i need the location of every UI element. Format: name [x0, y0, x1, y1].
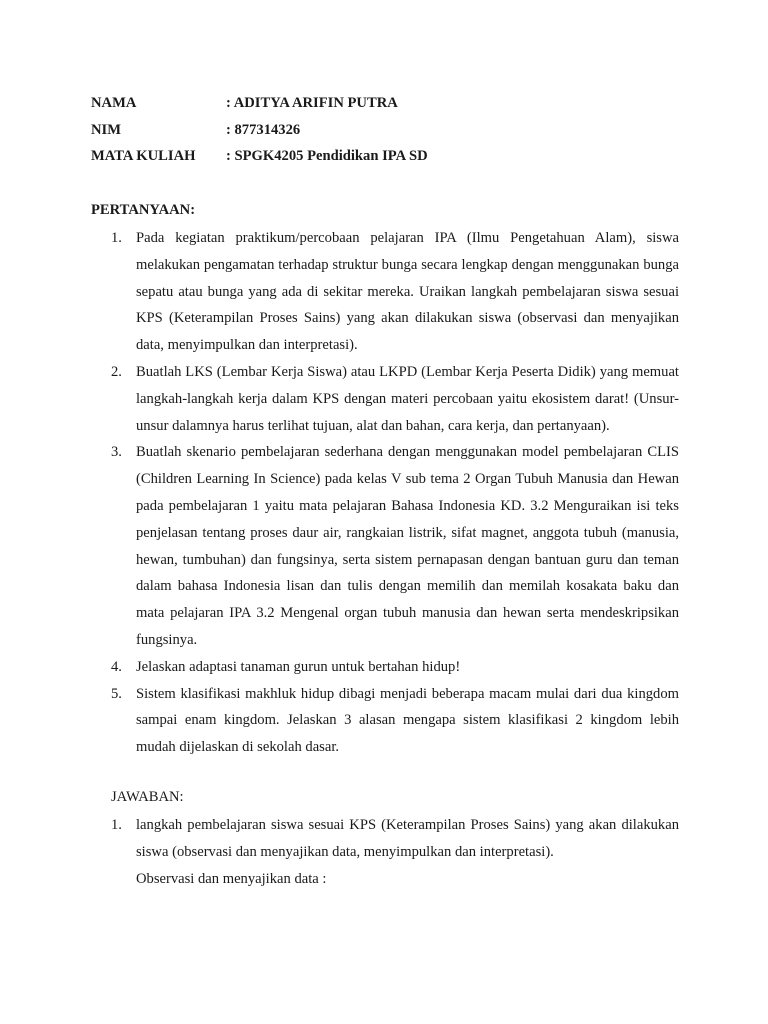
- questions-heading: PERTANYAAN:: [91, 202, 196, 218]
- name-label: NAMA: [91, 95, 137, 111]
- answer-item: [91, 812, 679, 866]
- answer-number: 1.: [111, 817, 122, 833]
- name-value: : ADITYA ARIFIN PUTRA: [226, 95, 398, 111]
- answers-list: [91, 812, 679, 892]
- question-item: [91, 654, 679, 681]
- answer-text: langkah pembelajaran siswa sesuai KPS (Keterampilan Proses Sains) yang akan dilakukan siswa (observasi dan menyajikan data, menyimpulkan dan interpretasi).: [136, 817, 679, 860]
- question-number: 5.: [111, 685, 122, 702]
- question-item: [91, 359, 679, 439]
- course-value: : SPGK4205 Pendidikan IPA SD: [226, 148, 428, 164]
- question-number: 2.: [111, 363, 122, 380]
- answer-subheading: Observasi dan menyajikan data :: [136, 870, 327, 887]
- name-row: [91, 92, 691, 119]
- question-text: Buatlah LKS (Lembar Kerja Siswa) atau LKPD (Lembar Kerja Peserta Didik) yang memuat langkah-langkah kerja dalam KPS dengan materi percobaan yaitu ekosistem darat! (Unsur-unsur dalamnya harus terlihat tujuan, alat dan bahan, cara kerja, dan pertanyaan).: [136, 363, 679, 434]
- question-number: 1.: [111, 230, 122, 246]
- question-text: Buatlah skenario pembelajaran sederhana dengan menggunakan model pembelajaran CLIS (Children Learning In Science) pada kelas V sub tema 2 Organ Tubuh Manusia dan Hewan pada pembelajaran 1 yaitu mata pelajaran Bahasa Indonesia KD. 3.2 Menguraikan isi teks penjelasan tentang proses daur air, rangkaian listrik, sifat magnet, anggota tubuh (manusia, hewan, tumbuhan) dan fungsinya, serta sistem pernapasan dengan bantuan guru dan teman dalam bahasa Indonesia lisan dan tulis dengan memilih dan memilah kosakata baku dan mata pelajaran IPA 3.2 Mengenal organ tubuh manusia dan hewan serta mendeskripsikan fungsinya.: [136, 444, 679, 648]
- course-row: [91, 145, 691, 172]
- nim-value: : 877314326: [226, 121, 301, 138]
- question-item: [91, 225, 679, 359]
- question-text: Pada kegiatan praktikum/percobaan pelajaran IPA (Ilmu Pengetahuan Alam), siswa melakukan pengamatan terhadap struktur bunga secara lengkap dengan menggunakan bunga sepatu atau bunga yang ada di sekitar mereka. Uraikan langkah pembelajaran siswa sesuai KPS (Keterampilan Proses Sains) yang akan dilakukan siswa (observasi dan menyajikan data, menyimpulkan dan interpretasi).: [136, 230, 679, 354]
- question-number: 3.: [111, 444, 122, 461]
- question-text: Jelaskan adaptasi tanaman gurun untuk bertahan hidup!: [136, 658, 461, 675]
- question-item: [91, 439, 679, 653]
- nim-row: [91, 119, 691, 146]
- question-text: Sistem klasifikasi makhluk hidup dibagi menjadi beberapa macam mulai dari dua kingdom sampai enam kingdom. Jelaskan 3 alasan mengapa sistem klasifikasi 2 kingdom lebih mudah dijelaskan di sekolah dasar.: [136, 685, 679, 756]
- nim-label: NIM: [91, 121, 121, 138]
- questions-list: [91, 225, 679, 761]
- answers-heading: JAWABAN:: [111, 789, 184, 805]
- question-number: 4.: [111, 658, 122, 675]
- course-label: MATA KULIAH: [91, 148, 196, 164]
- identity-block: [91, 92, 691, 172]
- question-item: [91, 681, 679, 761]
